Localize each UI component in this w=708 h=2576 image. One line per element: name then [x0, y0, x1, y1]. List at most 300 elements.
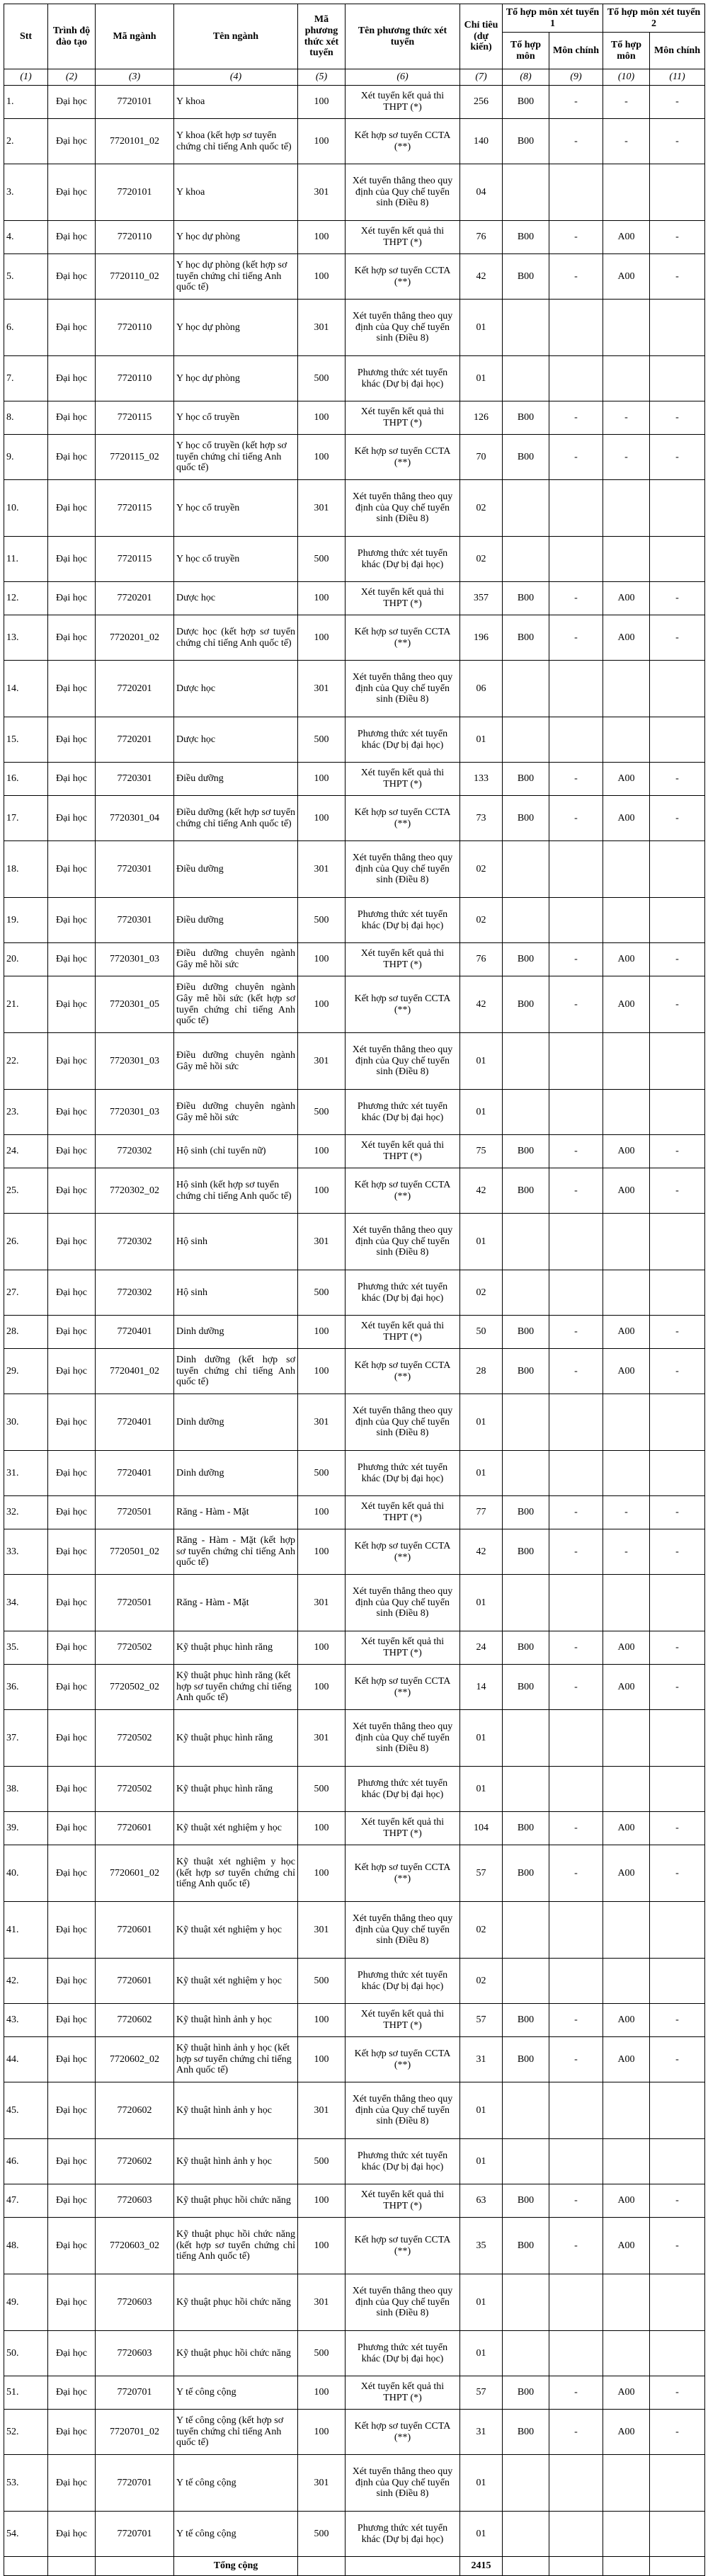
table-row	[4, 1214, 705, 1270]
table-row	[4, 1845, 705, 1902]
training-level: Đại học	[48, 1665, 96, 1710]
main-subject-1: -	[549, 221, 603, 254]
quota: 02	[460, 1270, 503, 1316]
table-row	[4, 435, 705, 480]
table-row	[4, 1902, 705, 1959]
method-code: 100	[298, 615, 346, 661]
table-row	[4, 1665, 705, 1710]
main-subject-2	[650, 356, 705, 401]
major-code: 7720401	[96, 1451, 174, 1496]
main-subject-2	[650, 2139, 705, 2184]
row-number: 10.	[4, 480, 48, 537]
subject-group-1: B00	[503, 2218, 549, 2274]
subject-group-1	[503, 841, 549, 898]
method-name: Phương thức xét tuyển khác (Dự bị đại học)	[346, 1959, 460, 2004]
main-subject-1: -	[549, 254, 603, 300]
major-name: Điều dưỡng	[174, 841, 298, 898]
quota: 57	[460, 2004, 503, 2037]
subject-group-1: B00	[503, 119, 549, 164]
main-subject-1: -	[549, 2410, 603, 2455]
table-row	[4, 164, 705, 221]
major-code: 7720502_02	[96, 1665, 174, 1710]
subject-group-1: B00	[503, 1316, 549, 1349]
main-subject-1: -	[549, 2376, 603, 2410]
major-code: 7720302_02	[96, 1168, 174, 1214]
method-name: Xét tuyển kết quả thi THPT (*)	[346, 582, 460, 615]
major-code: 7720115	[96, 401, 174, 435]
training-level: Đại học	[48, 254, 96, 300]
major-code: 7720301	[96, 898, 174, 943]
main-subject-2: -	[650, 2037, 705, 2082]
method-code: 100	[298, 2376, 346, 2410]
major-code: 7720603	[96, 2184, 174, 2218]
method-code: 301	[298, 2274, 346, 2331]
main-subject-1	[549, 1033, 603, 1090]
method-code: 500	[298, 898, 346, 943]
quota: 76	[460, 943, 503, 976]
major-code: 7720602	[96, 2082, 174, 2139]
main-subject-2	[650, 2274, 705, 2331]
main-subject-1: -	[549, 1812, 603, 1845]
quota: 02	[460, 1959, 503, 2004]
subject-group-2: -	[603, 119, 650, 164]
major-code: 7720601	[96, 1812, 174, 1845]
training-level: Đại học	[48, 796, 96, 841]
row-number: 33.	[4, 1529, 48, 1575]
header-subject-group-1: Tổ hợp môn	[503, 33, 549, 69]
row-number: 17.	[4, 796, 48, 841]
training-level: Đại học	[48, 221, 96, 254]
total-value: 2415	[460, 2557, 503, 2576]
main-subject-1: -	[549, 1135, 603, 1168]
row-number: 9.	[4, 435, 48, 480]
major-code: 7720401	[96, 1316, 174, 1349]
table-row	[4, 2376, 705, 2410]
table-row	[4, 1812, 705, 1845]
training-level: Đại học	[48, 943, 96, 976]
column-number-row	[4, 69, 705, 86]
major-code: 7720701	[96, 2455, 174, 2512]
quota: 01	[460, 2512, 503, 2557]
training-level: Đại học	[48, 2274, 96, 2331]
table-row	[4, 2082, 705, 2139]
subject-group-1	[503, 1394, 549, 1451]
main-subject-1	[549, 1270, 603, 1316]
method-code: 100	[298, 943, 346, 976]
subject-group-2	[603, 1451, 650, 1496]
quota: 77	[460, 1496, 503, 1529]
quota: 31	[460, 2410, 503, 2455]
main-subject-1	[549, 841, 603, 898]
row-number: 15.	[4, 717, 48, 763]
training-level: Đại học	[48, 1845, 96, 1902]
table-row	[4, 661, 705, 717]
method-code: 100	[298, 1529, 346, 1575]
method-code: 100	[298, 221, 346, 254]
main-subject-2: -	[650, 1316, 705, 1349]
subject-group-2: A00	[603, 1665, 650, 1710]
subject-group-2	[603, 1767, 650, 1812]
method-name: Kết hợp sơ tuyển CCTA (**)	[346, 2218, 460, 2274]
method-name: Xét tuyển thẳng theo quy định của Quy chế tuyển sinh (Điều 8)	[346, 1214, 460, 1270]
row-number: 25.	[4, 1168, 48, 1214]
method-code: 100	[298, 1496, 346, 1529]
main-subject-2	[650, 300, 705, 356]
table-row	[4, 943, 705, 976]
major-code: 7720502	[96, 1710, 174, 1767]
table-row	[4, 2037, 705, 2082]
quota: 02	[460, 1902, 503, 1959]
major-code: 7720502	[96, 1631, 174, 1665]
major-name: Kỹ thuật phục hình răng	[174, 1767, 298, 1812]
subject-group-1	[503, 356, 549, 401]
quota: 50	[460, 1316, 503, 1349]
method-name: Xét tuyển kết quả thi THPT (*)	[346, 2004, 460, 2037]
main-subject-2: -	[650, 1631, 705, 1665]
major-code: 7720601	[96, 1959, 174, 2004]
column-number: (1)	[4, 69, 48, 86]
table-row	[4, 2004, 705, 2037]
method-name: Xét tuyển thẳng theo quy định của Quy chế tuyển sinh (Điều 8)	[346, 1902, 460, 1959]
row-number: 27.	[4, 1270, 48, 1316]
subject-group-2	[603, 2082, 650, 2139]
quota: 57	[460, 2376, 503, 2410]
major-code: 7720302	[96, 1135, 174, 1168]
training-level: Đại học	[48, 1135, 96, 1168]
major-name: Răng - Hàm - Mặt	[174, 1575, 298, 1631]
method-code: 100	[298, 1135, 346, 1168]
method-code: 500	[298, 1959, 346, 2004]
subject-group-1	[503, 1959, 549, 2004]
table-row	[4, 480, 705, 537]
subject-group-2: A00	[603, 615, 650, 661]
header-stt: Stt	[4, 4, 48, 69]
quota: 01	[460, 1575, 503, 1631]
method-code: 100	[298, 254, 346, 300]
quota: 256	[460, 86, 503, 119]
subject-group-2	[603, 2274, 650, 2331]
quota: 42	[460, 1529, 503, 1575]
subject-group-2	[603, 661, 650, 717]
admissions-quota-table	[4, 4, 705, 2576]
table-header	[4, 4, 705, 86]
subject-group-1: B00	[503, 435, 549, 480]
main-subject-1: -	[549, 582, 603, 615]
subject-group-2: A00	[603, 1812, 650, 1845]
method-code: 301	[298, 1214, 346, 1270]
quota: 02	[460, 841, 503, 898]
row-number: 41.	[4, 1902, 48, 1959]
main-subject-1: -	[549, 796, 603, 841]
method-name: Xét tuyển thẳng theo quy định của Quy chế tuyển sinh (Điều 8)	[346, 300, 460, 356]
major-name: Điều dưỡng	[174, 898, 298, 943]
training-level: Đại học	[48, 86, 96, 119]
training-level: Đại học	[48, 1168, 96, 1214]
method-code: 500	[298, 1767, 346, 1812]
table-row	[4, 1451, 705, 1496]
major-code: 7720502	[96, 1767, 174, 1812]
training-level: Đại học	[48, 1270, 96, 1316]
major-name: Điều dưỡng chuyên ngành Gây mê hồi sức (kết hợp sơ tuyển chứng chỉ tiếng Anh quốc tế)	[174, 976, 298, 1033]
row-number: 30.	[4, 1394, 48, 1451]
subject-group-2	[603, 480, 650, 537]
main-subject-2: -	[650, 2218, 705, 2274]
subject-group-1	[503, 1090, 549, 1135]
training-level: Đại học	[48, 2037, 96, 2082]
method-name: Phương thức xét tuyển khác (Dự bị đại học)	[346, 2512, 460, 2557]
quota: 140	[460, 119, 503, 164]
major-code: 7720501_02	[96, 1529, 174, 1575]
column-number: (8)	[503, 69, 549, 86]
header-training-level: Trình độ đào tạo	[48, 4, 96, 69]
major-name: Dinh dưỡng	[174, 1394, 298, 1451]
subject-group-2: A00	[603, 254, 650, 300]
main-subject-2	[650, 2082, 705, 2139]
row-number: 21.	[4, 976, 48, 1033]
subject-group-2: -	[603, 435, 650, 480]
method-name: Xét tuyển thẳng theo quy định của Quy chế tuyển sinh (Điều 8)	[346, 1575, 460, 1631]
subject-group-1: B00	[503, 1168, 549, 1214]
column-number: (3)	[96, 69, 174, 86]
training-level: Đại học	[48, 1575, 96, 1631]
table-row	[4, 86, 705, 119]
row-number: 20.	[4, 943, 48, 976]
major-code: 7720603_02	[96, 2218, 174, 2274]
method-code: 301	[298, 2082, 346, 2139]
subject-group-1	[503, 2274, 549, 2331]
table-row	[4, 119, 705, 164]
major-code: 7720602	[96, 2139, 174, 2184]
subject-group-2: A00	[603, 1349, 650, 1394]
subject-group-1	[503, 1767, 549, 1812]
subject-group-2: A00	[603, 976, 650, 1033]
method-code: 100	[298, 2037, 346, 2082]
quota: 04	[460, 164, 503, 221]
method-code: 100	[298, 763, 346, 796]
subject-group-1: B00	[503, 1631, 549, 1665]
header-main-subject-1: Môn chính	[549, 33, 603, 69]
quota: 01	[460, 1767, 503, 1812]
method-name: Phương thức xét tuyển khác (Dự bị đại học)	[346, 1270, 460, 1316]
method-name: Phương thức xét tuyển khác (Dự bị đại học)	[346, 717, 460, 763]
table-row	[4, 1767, 705, 1812]
main-subject-2: -	[650, 401, 705, 435]
row-number: 49.	[4, 2274, 48, 2331]
major-code: 7720201	[96, 582, 174, 615]
main-subject-1	[549, 661, 603, 717]
row-number: 29.	[4, 1349, 48, 1394]
row-number: 18.	[4, 841, 48, 898]
subject-group-1: B00	[503, 86, 549, 119]
major-name: Y học dự phòng	[174, 221, 298, 254]
training-level: Đại học	[48, 1710, 96, 1767]
subject-group-2: A00	[603, 2218, 650, 2274]
subject-group-1: B00	[503, 2037, 549, 2082]
row-number: 26.	[4, 1214, 48, 1270]
main-subject-2: -	[650, 435, 705, 480]
main-subject-1: -	[549, 1496, 603, 1529]
major-name: Kỹ thuật phục hồi chức năng	[174, 2184, 298, 2218]
training-level: Đại học	[48, 1529, 96, 1575]
column-number: (9)	[549, 69, 603, 86]
method-name: Xét tuyển kết quả thi THPT (*)	[346, 1496, 460, 1529]
subject-group-1	[503, 2512, 549, 2557]
main-subject-2	[650, 1451, 705, 1496]
subject-group-2: A00	[603, 2184, 650, 2218]
main-subject-1: -	[549, 1349, 603, 1394]
main-subject-2: -	[650, 1168, 705, 1214]
row-number: 14.	[4, 661, 48, 717]
major-name: Hộ sinh	[174, 1214, 298, 1270]
method-name: Xét tuyển thẳng theo quy định của Quy chế tuyển sinh (Điều 8)	[346, 480, 460, 537]
quota: 02	[460, 480, 503, 537]
method-code: 500	[298, 537, 346, 582]
method-code: 100	[298, 401, 346, 435]
training-level: Đại học	[48, 2139, 96, 2184]
method-code: 301	[298, 1033, 346, 1090]
row-number: 6.	[4, 300, 48, 356]
major-name: Hộ sinh	[174, 1270, 298, 1316]
major-name: Điều dưỡng chuyên ngành Gây mê hồi sức	[174, 1090, 298, 1135]
major-code: 7720301_03	[96, 943, 174, 976]
main-subject-1	[549, 1710, 603, 1767]
major-name: Y học dự phòng (kết hợp sơ tuyển chứng chỉ tiếng Anh quốc tế)	[174, 254, 298, 300]
method-code: 100	[298, 796, 346, 841]
training-level: Đại học	[48, 1902, 96, 1959]
major-code: 7720603	[96, 2274, 174, 2331]
method-name: Phương thức xét tuyển khác (Dự bị đại học)	[346, 1767, 460, 1812]
quota: 126	[460, 401, 503, 435]
subject-group-1	[503, 300, 549, 356]
quota: 01	[460, 717, 503, 763]
method-code: 500	[298, 1270, 346, 1316]
main-subject-1: -	[549, 119, 603, 164]
main-subject-1	[549, 1394, 603, 1451]
row-number: 50.	[4, 2331, 48, 2376]
method-code: 100	[298, 2218, 346, 2274]
row-number: 8.	[4, 401, 48, 435]
row-number: 53.	[4, 2455, 48, 2512]
major-code: 7720603	[96, 2331, 174, 2376]
subject-group-2	[603, 356, 650, 401]
subject-group-2	[603, 2455, 650, 2512]
major-name: Dược học	[174, 717, 298, 763]
row-number: 16.	[4, 763, 48, 796]
training-level: Đại học	[48, 615, 96, 661]
quota: 28	[460, 1349, 503, 1394]
method-code: 100	[298, 1845, 346, 1902]
table-row	[4, 2455, 705, 2512]
subject-group-1	[503, 2082, 549, 2139]
training-level: Đại học	[48, 2004, 96, 2037]
subject-group-2: A00	[603, 1316, 650, 1349]
main-subject-1: -	[549, 1631, 603, 1665]
method-name: Xét tuyển thẳng theo quy định của Quy chế tuyển sinh (Điều 8)	[346, 2274, 460, 2331]
header-method-code: Mã phương thức xét tuyển	[298, 4, 346, 69]
method-name: Xét tuyển thẳng theo quy định của Quy chế tuyển sinh (Điều 8)	[346, 841, 460, 898]
major-code: 7720115	[96, 537, 174, 582]
subject-group-1	[503, 1033, 549, 1090]
method-code: 100	[298, 1665, 346, 1710]
method-code: 500	[298, 2512, 346, 2557]
main-subject-2	[650, 2512, 705, 2557]
major-name: Y tế công cộng	[174, 2376, 298, 2410]
subject-group-1: B00	[503, 401, 549, 435]
main-subject-1: -	[549, 1168, 603, 1214]
main-subject-2	[650, 717, 705, 763]
main-subject-2: -	[650, 1665, 705, 1710]
major-code: 7720110	[96, 300, 174, 356]
method-name: Kết hợp sơ tuyển CCTA (**)	[346, 2410, 460, 2455]
main-subject-1: -	[549, 1845, 603, 1902]
main-subject-1: -	[549, 943, 603, 976]
row-number: 5.	[4, 254, 48, 300]
major-name: Y tế công cộng	[174, 2512, 298, 2557]
quota: 06	[460, 661, 503, 717]
header-quota: Chỉ tiêu (dự kiến)	[460, 4, 503, 69]
row-number: 45.	[4, 2082, 48, 2139]
major-code: 7720401	[96, 1394, 174, 1451]
quota: 01	[460, 1214, 503, 1270]
table-row	[4, 1349, 705, 1394]
header-subject-group-2: Tổ hợp môn	[603, 33, 650, 69]
major-name: Y học dự phòng	[174, 300, 298, 356]
row-number: 23.	[4, 1090, 48, 1135]
method-code: 100	[298, 2410, 346, 2455]
method-code: 100	[298, 976, 346, 1033]
method-name: Xét tuyển thẳng theo quy định của Quy chế tuyển sinh (Điều 8)	[346, 1394, 460, 1451]
header-main-subject-2: Môn chính	[650, 33, 705, 69]
column-number: (5)	[298, 69, 346, 86]
major-code: 7720501	[96, 1496, 174, 1529]
method-code: 100	[298, 1168, 346, 1214]
row-number: 52.	[4, 2410, 48, 2455]
quota: 01	[460, 2139, 503, 2184]
method-name: Phương thức xét tuyển khác (Dự bị đại học)	[346, 2139, 460, 2184]
row-number: 39.	[4, 1812, 48, 1845]
quota: 01	[460, 2082, 503, 2139]
major-name: Kỹ thuật hình ảnh y học	[174, 2139, 298, 2184]
quota: 02	[460, 898, 503, 943]
main-subject-2: -	[650, 1845, 705, 1902]
training-level: Đại học	[48, 1631, 96, 1665]
method-name: Phương thức xét tuyển khác (Dự bị đại học)	[346, 1090, 460, 1135]
quota: 133	[460, 763, 503, 796]
table-row	[4, 763, 705, 796]
method-code: 301	[298, 2455, 346, 2512]
method-code: 301	[298, 1902, 346, 1959]
main-subject-2	[650, 661, 705, 717]
table-row	[4, 1710, 705, 1767]
training-level: Đại học	[48, 763, 96, 796]
training-level: Đại học	[48, 164, 96, 221]
major-code: 7720101	[96, 86, 174, 119]
table-row	[4, 717, 705, 763]
method-name: Xét tuyển thẳng theo quy định của Quy chế tuyển sinh (Điều 8)	[346, 2082, 460, 2139]
quota: 76	[460, 221, 503, 254]
major-code: 7720110	[96, 356, 174, 401]
row-number: 35.	[4, 1631, 48, 1665]
subject-group-2: -	[603, 401, 650, 435]
major-name: Kỹ thuật xét nghiệm y học	[174, 1812, 298, 1845]
main-subject-2: -	[650, 1496, 705, 1529]
main-subject-2: -	[650, 119, 705, 164]
main-subject-1: -	[549, 763, 603, 796]
main-subject-1	[549, 300, 603, 356]
row-number: 46.	[4, 2139, 48, 2184]
major-code: 7720602_02	[96, 2037, 174, 2082]
major-code: 7720701	[96, 2376, 174, 2410]
